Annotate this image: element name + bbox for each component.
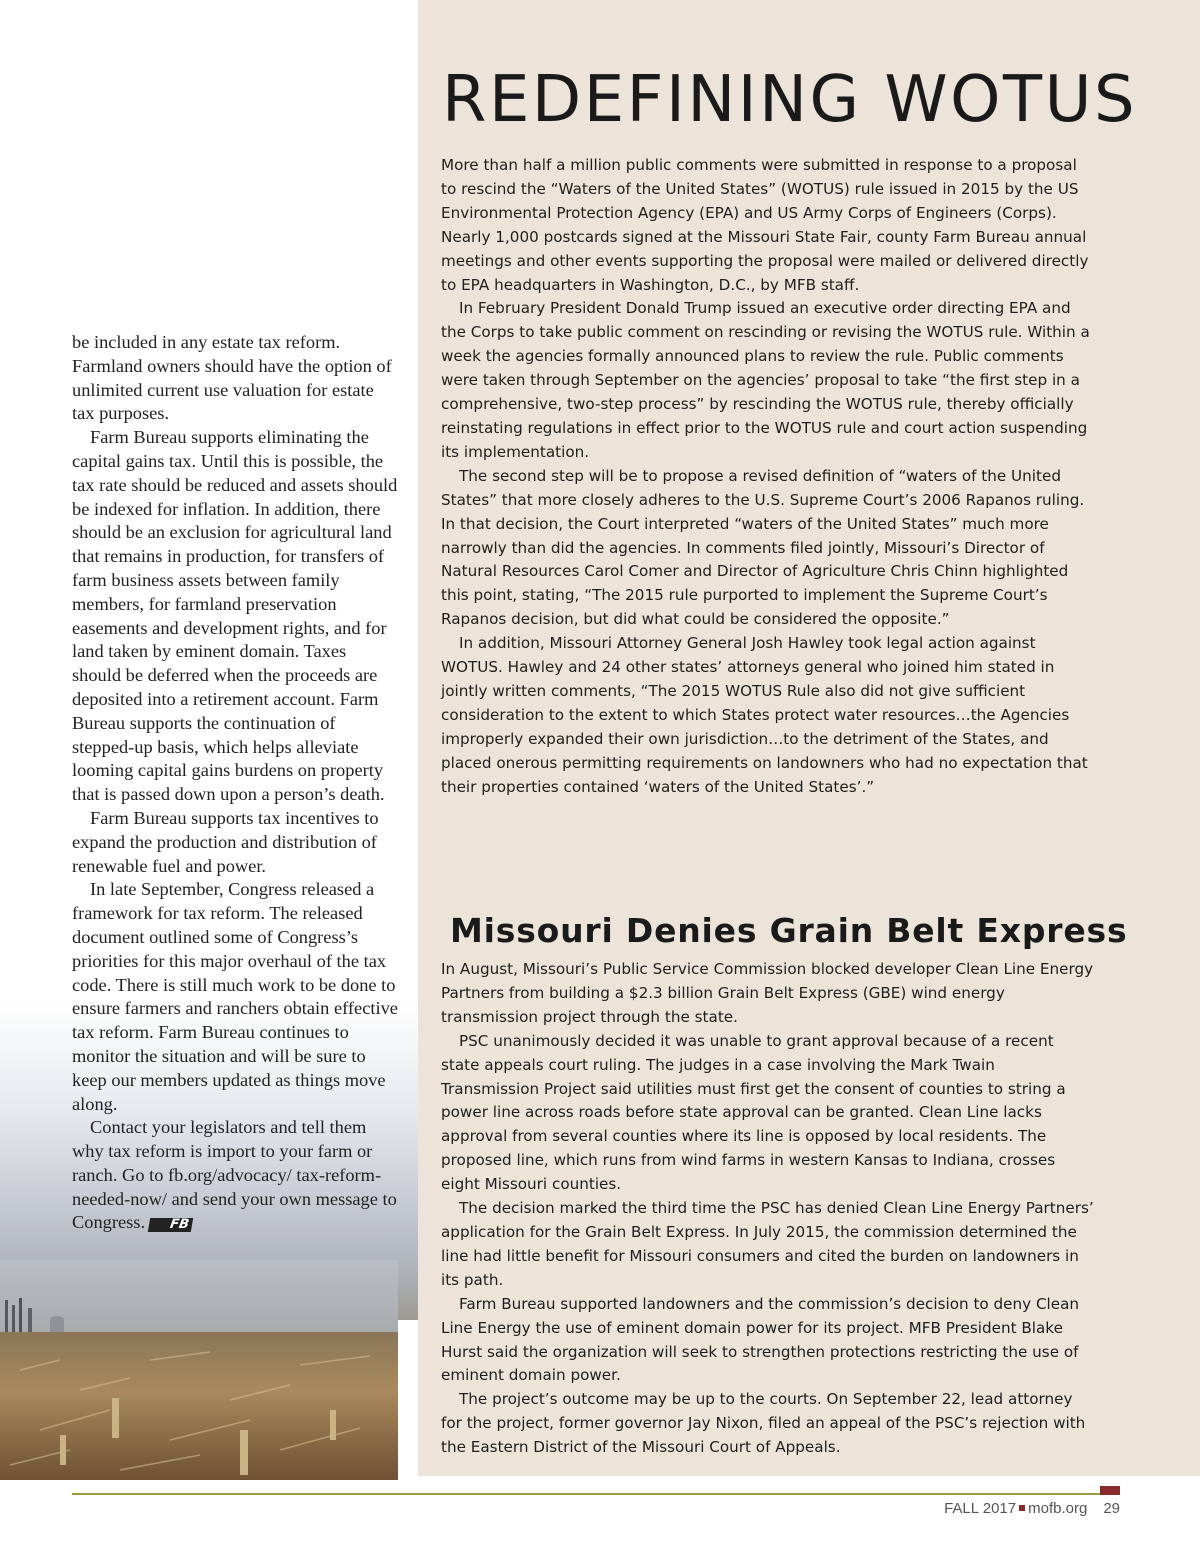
square-bullet-icon <box>1019 1505 1025 1511</box>
left-paragraph-text: Contact your legislators and tell them why tax reform is import to your farm or ranch. Go to fb.org/advocacy/ tax-reform-needed-now/ and send your own message to Congress. <box>72 1117 397 1233</box>
page-number: 29 <box>1103 1500 1120 1517</box>
article2-paragraph: The project’s outcome may be up to the courts. On September 22, lead attorney for the project, former governor Jay Nixon, filed an appeal of the PSC’s rejection with the Eastern District of the Missouri Court of Appeals. <box>441 1390 1086 1457</box>
footer-site: mofb.org <box>1028 1500 1088 1517</box>
article2-paragraph: The decision marked the third time the PSC has denied Clean Line Energy Partners’ application for the Grain Belt Express. In July 2015, the commission determined the line had little benefit for Missouri consumers and cited the burden on landowners in its path. <box>441 1199 1094 1289</box>
left-paragraph: In late September, Congress released a framework for tax reform. The released document outlined some of Congress’s priorities for this major overhaul of the tax code. There is still much work to be done to ensure farmers and ranchers obtain effective tax reform. Farm Bureau continues to monitor the situation and will be sure to keep our members updated as things move along. <box>72 879 398 1114</box>
cornfield-photo <box>0 1260 398 1480</box>
article2-title: Missouri Denies Grain Belt Express <box>450 911 1128 950</box>
article2-paragraph: In August, Missouri’s Public Service Commission blocked developer Clean Line Energy Partners from building a $2.3 billion Grain Belt Express (GBE) wind energy transmission project through the state. <box>441 960 1094 1026</box>
article1-title: REDEFINING WOTUS <box>442 63 1138 137</box>
footer-issue: FALL 2017 <box>944 1500 1017 1517</box>
footer-rule <box>72 1493 1100 1495</box>
left-paragraph-last <box>72 1116 398 1235</box>
article2-paragraph: PSC unanimously decided it was unable to grant approval because of a recent state appeals court ruling. The judges in a case involving the Mark Twain Transmission Project said utilities must first get the consent of counties to string a power line across roads before state approval can be granted. Clean Line lacks approval from several counties where its line is opposed by local residents. The proposed line, which runs from wind farms in western Kansas to Indiana, crosses eight Missouri counties. <box>441 1031 1066 1194</box>
farm-bureau-logo-icon: FB <box>148 1218 193 1232</box>
left-paragraph: Farm Bureau supports eliminating the capital gains tax. Until this is possible, the tax rate should be reduced and assets should be indexed for inflation. In addition, there should be an exclusion for agricultural land that remains in production, for transfers of farm business assets between family members, for farmland preservation easements and development rights, and for land taken by eminent domain. Taxes should be deferred when the proceeds are deposited into a retirement account. Farm Bureau supports the continuation of stepped-up basis, which helps alleviate looming capital gains burdens on property that is passed down upon a person’s death. <box>72 427 398 805</box>
article2-body <box>441 958 1096 1460</box>
left-column-text <box>72 331 398 1235</box>
article1-paragraph: In February President Donald Trump issued an executive order directing EPA and the Corps to take public comment on rescinding or revising the WOTUS rule. Within a week the agencies formally announced plans to review the rule. Public comments were taken through September on the agencies’ proposal to take “the first step in a comprehensive, two-step process” by rescinding the WOTUS rule, thereby officially reinstating regulations in effect prior to the WOTUS rule and court action suspending its implementation. <box>441 299 1090 461</box>
article1-paragraph: More than half a million public comments were submitted in response to a proposal to rescind the “Waters of the United States” (WOTUS) rule issued in 2015 by the US Environmental Protection Agency (EPA) and US Army Corps of Engineers (Corps). Nearly 1,000 postcards signed at the Missouri State Fair, county Farm Bureau annual meetings and other events supporting the proposal were mailed or delivered directly to EPA headquarters in Washington, D.C., by MFB staff. <box>441 156 1089 294</box>
article1-paragraph: The second step will be to propose a revised definition of “waters of the United States” that more closely adheres to the U.S. Supreme Court’s 2006 Rapanos ruling. In that decision, the Court interpreted “waters of the United States” much more narrowly than did the agencies. In comments filed jointly, Missouri’s Director of Natural Resources Carol Comer and Director of Agriculture Chris Chinn highlighted this point, stating, “The 2015 rule purported to implement the Supreme Court’s Rapanos decision, but did what could be considered the opposite.” <box>441 466 1085 629</box>
article1-body <box>441 154 1093 799</box>
left-paragraph: be included in any estate tax reform. Farmland owners should have the option of unlimited current use valuation for estate tax purposes. <box>72 332 392 424</box>
page-footer <box>944 1500 1120 1517</box>
left-paragraph: Farm Bureau supports tax incentives to expand the production and distribution of renewable fuel and power. <box>72 807 379 876</box>
footer-accent-tab <box>1100 1486 1120 1495</box>
article2-paragraph: Farm Bureau supported landowners and the commission’s decision to deny Clean Line Energy the use of eminent domain power for its project. MFB President Blake Hurst said the organization will seek to strengthen protections restricting the use of eminent domain power. <box>441 1294 1080 1385</box>
left-column <box>0 0 418 1480</box>
article1-paragraph: In addition, Missouri Attorney General Josh Hawley took legal action against WOTUS. Hawley and 24 other states’ attorneys general who joined him stated in jointly written comments, “The 2015 WOTUS Rule also did not give sufficient consideration to the extent to which States protect water resources…the Agencies improperly expanded their own jurisdiction…to the detriment of the States, and placed onerous permitting requirements on landowners who had no expectation that their properties contained ‘waters of the United States’.” <box>441 634 1088 796</box>
